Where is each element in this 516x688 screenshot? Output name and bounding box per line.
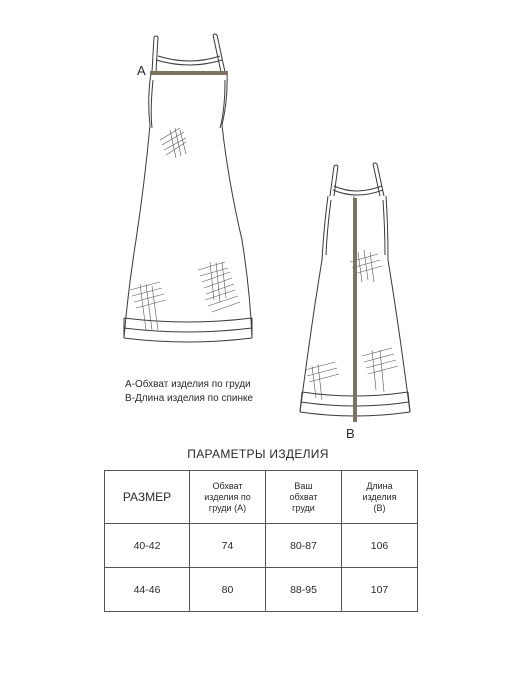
- cell-bust-garment: 80: [190, 568, 266, 612]
- header-size: РАЗМЕР: [105, 471, 190, 524]
- cell-your-bust: 80-87: [266, 524, 342, 568]
- table-row: [105, 568, 418, 612]
- header-your-bust: Ваш обхват груди: [266, 471, 342, 524]
- cell-your-bust: 88-95: [266, 568, 342, 612]
- cell-length: 106: [342, 524, 418, 568]
- size-table-title: ПАРАМЕТРЫ ИЗДЕЛИЯ: [187, 447, 329, 461]
- measure-a-label: A: [137, 63, 146, 78]
- legend-line-b: В-Длина изделия по спинке: [125, 393, 254, 404]
- measurement-legend: [125, 378, 253, 406]
- table-header-row: [105, 471, 418, 524]
- cell-size: 40-42: [105, 524, 190, 568]
- table-row: [105, 524, 418, 568]
- measure-b-label: B: [346, 426, 355, 441]
- header-bust-garment: Обхват изделия по груди (А): [190, 471, 266, 524]
- cell-length: 107: [342, 568, 418, 612]
- cell-size: 44-46: [105, 568, 190, 612]
- legend-line-a: А-Обхват изделия по груди: [125, 379, 251, 390]
- size-table: [104, 470, 418, 612]
- header-length: Длина изделия (В): [342, 471, 418, 524]
- cell-bust-garment: 74: [190, 524, 266, 568]
